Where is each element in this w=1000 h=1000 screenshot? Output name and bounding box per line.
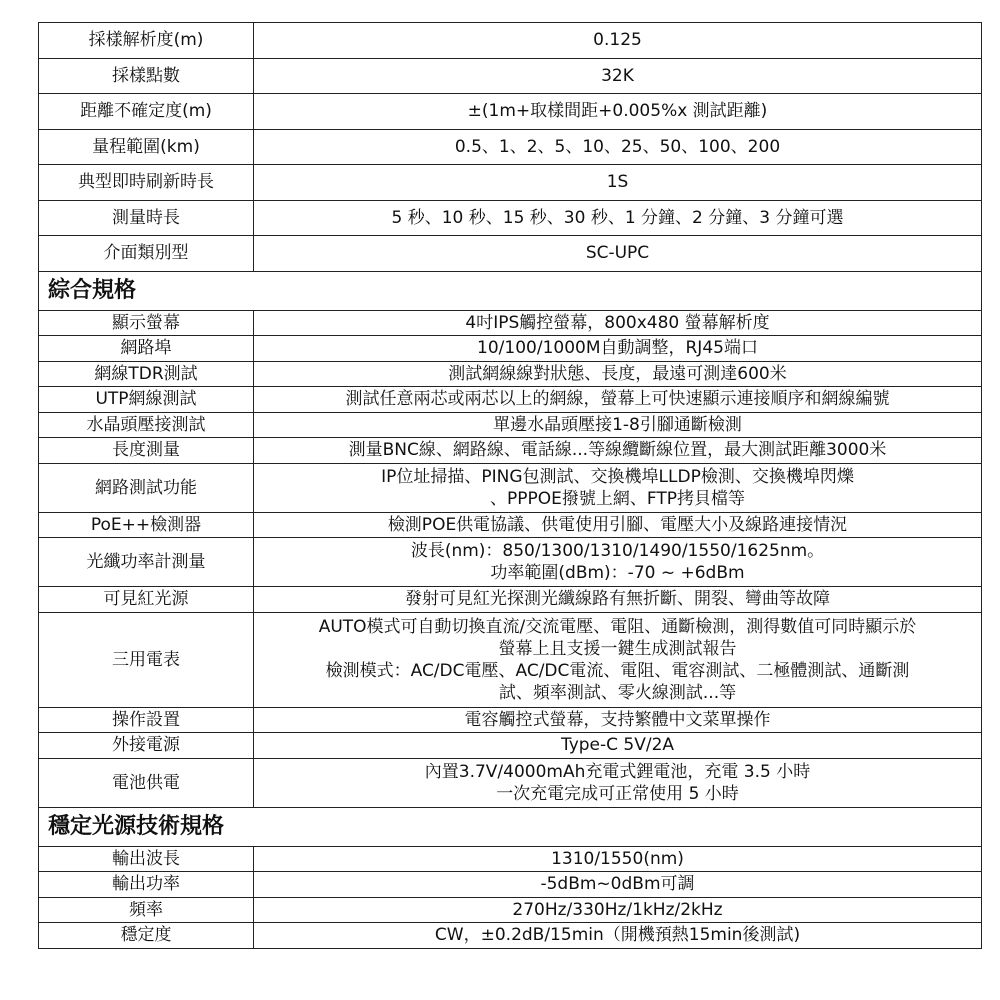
row-value: 4吋IPS觸控螢幕，800x480 螢幕解析度 <box>254 310 982 336</box>
row-value: 0.5、1、2、5、10、25、50、100、200 <box>254 129 982 165</box>
row-value: -5dBm~0dBm可調 <box>254 872 982 898</box>
row-value: 電容觸控式螢幕，支持繁體中文菜單操作 <box>254 707 982 733</box>
row-value: 1S <box>254 165 982 201</box>
spec-row <box>39 387 982 413</box>
row-value <box>254 758 982 807</box>
value-line: 一次充電完成可正常使用 5 小時 <box>496 783 739 804</box>
spec-row <box>39 438 982 464</box>
row-value: SC-UPC <box>254 236 982 272</box>
spec-row <box>39 94 982 130</box>
value-line: 、PPPOE撥號上網、FTP拷貝檔等 <box>490 488 745 509</box>
row-value: 0.125 <box>254 23 982 59</box>
row-label: PoE++檢測器 <box>39 512 254 538</box>
row-label: 採樣點數 <box>39 58 254 94</box>
row-label: 距離不確定度(m) <box>39 94 254 130</box>
value-line: 功率範圍(dBm)：-70 ~ +6dBm <box>490 563 745 583</box>
row-label: 輸出波長 <box>39 846 254 872</box>
row-value: 測試網線線對狀態、長度，最遠可測達600米 <box>254 361 982 387</box>
value-line: AUTO模式可自動切換直流/交流電壓、電阻、通斷檢測，測得數值可同時顯示於 <box>318 616 917 637</box>
row-value: 發射可見紅光探測光纖線路有無折斷、開裂、彎曲等故障 <box>254 587 982 613</box>
spec-row <box>39 587 982 613</box>
spec-row <box>39 129 982 165</box>
value-line: 試、頻率測試、零火線測試...等 <box>498 682 737 703</box>
spec-row <box>39 361 982 387</box>
row-value: 單邊水晶頭壓接1-8引腳通斷檢測 <box>254 412 982 438</box>
value-line: 內置3.7V/4000mAh充電式鋰電池，充電 3.5 小時 <box>424 761 811 782</box>
row-label: 顯示螢幕 <box>39 310 254 336</box>
row-label: 採樣解析度(m) <box>39 23 254 59</box>
spec-row <box>39 612 982 707</box>
row-value: 測試任意兩芯或兩芯以上的網線，螢幕上可快速顯示連接順序和網線編號 <box>254 387 982 413</box>
row-label: 頻率 <box>39 897 254 923</box>
row-label: 光纖功率計測量 <box>39 538 254 587</box>
row-label: 長度測量 <box>39 438 254 464</box>
row-value: 測量BNC線、網路線、電話線...等線纜斷線位置，最大測試距離3000米 <box>254 438 982 464</box>
row-label: 操作設置 <box>39 707 254 733</box>
spec-row <box>39 872 982 898</box>
row-value <box>254 538 982 587</box>
row-label: 可見紅光源 <box>39 587 254 613</box>
spec-row <box>39 236 982 272</box>
spec-row <box>39 733 982 759</box>
spec-row <box>39 897 982 923</box>
spec-row <box>39 310 982 336</box>
row-value: Type-C 5V/2A <box>254 733 982 759</box>
row-label: 電池供電 <box>39 758 254 807</box>
row-value: 10/100/1000M自動調整，RJ45端口 <box>254 336 982 362</box>
value-line: IP位址掃描、PING包測試、交換機埠LLDP檢測、交換機埠閃爍 <box>381 466 854 487</box>
row-label: 測量時長 <box>39 200 254 236</box>
section-title: 綜合規格 <box>39 271 982 310</box>
spec-row <box>39 23 982 59</box>
row-label: 網路埠 <box>39 336 254 362</box>
row-label: UTP網線測試 <box>39 387 254 413</box>
row-value: 270Hz/330Hz/1kHz/2kHz <box>254 897 982 923</box>
row-label: 網線TDR測試 <box>39 361 254 387</box>
row-value <box>254 463 982 512</box>
spec-row <box>39 165 982 201</box>
row-label: 水晶頭壓接測試 <box>39 412 254 438</box>
row-value: 32K <box>254 58 982 94</box>
spec-row <box>39 707 982 733</box>
row-value: ±(1m+取樣間距+0.005%x 測試距離) <box>254 94 982 130</box>
value-line: 螢幕上且支援一鍵生成測試報告 <box>498 638 737 659</box>
section-heading-row <box>39 807 982 846</box>
value-line: 波長(nm)：850/1300/1310/1490/1550/1625nm。 <box>410 541 825 561</box>
row-value: CW，±0.2dB/15min（開機預熱15min後測試) <box>254 923 982 949</box>
section-heading-row <box>39 271 982 310</box>
row-label: 量程範圍(km) <box>39 129 254 165</box>
spec-row <box>39 923 982 949</box>
row-value: 1310/1550(nm) <box>254 846 982 872</box>
row-label: 三用電表 <box>39 612 254 707</box>
spec-row <box>39 58 982 94</box>
row-label: 網路測試功能 <box>39 463 254 512</box>
spec-row <box>39 336 982 362</box>
row-value <box>254 612 982 707</box>
spec-row <box>39 463 982 512</box>
row-value: 檢測POE供電協議、供電使用引腳、電壓大小及線路連接情況 <box>254 512 982 538</box>
row-label: 典型即時刷新時長 <box>39 165 254 201</box>
spec-row <box>39 846 982 872</box>
section-title: 穩定光源技術規格 <box>39 807 982 846</box>
row-label: 外接電源 <box>39 733 254 759</box>
row-label: 穩定度 <box>39 923 254 949</box>
spec-row <box>39 758 982 807</box>
spec-row <box>39 412 982 438</box>
row-label: 介面類別型 <box>39 236 254 272</box>
spec-row <box>39 538 982 587</box>
row-label: 輸出功率 <box>39 872 254 898</box>
spec-row <box>39 200 982 236</box>
spec-row <box>39 512 982 538</box>
row-value: 5 秒、10 秒、15 秒、30 秒、1 分鐘、2 分鐘、3 分鐘可選 <box>254 200 982 236</box>
value-line: 檢測模式：AC/DC電壓、AC/DC電流、電阻、電容測試、二極體測試、通斷測 <box>325 660 910 681</box>
spec-table <box>38 22 982 949</box>
